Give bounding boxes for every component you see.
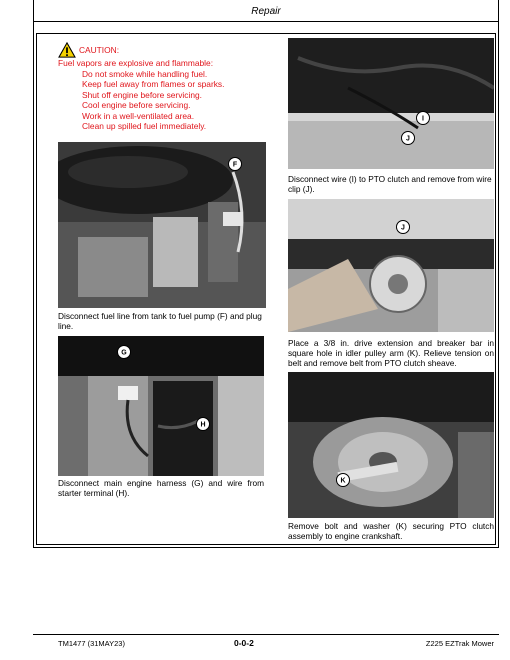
caution-line: Shut off engine before servicing. [82, 89, 202, 100]
photo-fuel-line [58, 142, 266, 308]
caption-pto-wire: Disconnect wire (I) to PTO clutch and remove from wire clip (J). [288, 174, 492, 194]
caution-line: Clean up spilled fuel immediately. [82, 121, 207, 131]
footer-product-name: Z225 EZTrak Mower [425, 639, 494, 648]
callout-j-idler: J [401, 224, 405, 232]
warning-triangle-icon [58, 42, 76, 58]
footer-rule [33, 634, 499, 635]
photo-pto-bolt [288, 372, 494, 518]
callout-k: K [340, 477, 346, 485]
footer-doc-id: TM1477 (31MAY23) [58, 639, 125, 648]
caption-engine-harness: Disconnect main engine harness (G) and wire from starter terminal (H). [58, 478, 264, 498]
callout-i: I [422, 115, 424, 123]
callout-g: G [121, 349, 127, 357]
caution-line: Keep fuel away from flames or sparks. [82, 79, 225, 89]
photo-pto-wire [288, 38, 494, 169]
caption-pto-bolt: Remove bolt and washer (K) securing PTO clutch assembly to engine crankshaft. [288, 521, 494, 541]
caption-idler-pulley: Place a 3/8 in. drive extension and breaker bar in square hole in idler pulley arm (K). Relieve tension on belt and remove belt from PTO clutch sheave. [288, 338, 494, 368]
caution-line: Do not smoke while handling fuel. [82, 68, 208, 79]
caution-line: Work in a well-ventilated area. [82, 110, 195, 121]
caution-line-intro: Fuel vapors are explosive and flammable: [58, 58, 214, 68]
callout-h: H [200, 421, 206, 429]
caution-heading: CAUTION: [79, 44, 120, 55]
callout-f: F [232, 161, 238, 169]
page-header-title: Repair [251, 6, 281, 17]
caution-block [58, 42, 280, 132]
header-rule [33, 21, 499, 22]
photo-idler-pulley [288, 199, 494, 332]
caution-heading-row [58, 42, 280, 58]
caption-fuel-line: Disconnect fuel line from tank to fuel pump (F) and plug line. [58, 311, 262, 331]
callout-j: J [406, 135, 410, 143]
caution-line: Cool engine before servicing. [82, 100, 191, 110]
photo-engine-harness [58, 336, 264, 476]
footer-page-number: 0-0-2 [234, 638, 254, 648]
